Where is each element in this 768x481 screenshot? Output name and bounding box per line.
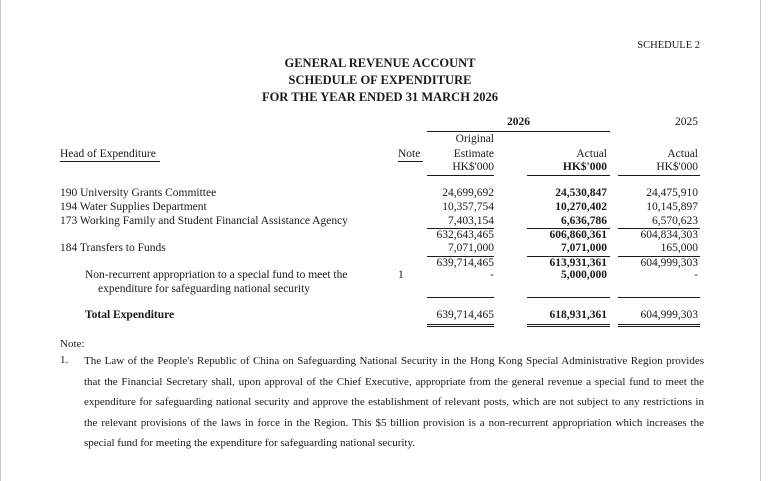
non-recurrent-note: 1 — [398, 269, 404, 281]
non-recurrent-estimate: - — [490, 269, 494, 281]
subtotal2-prior: 604,999,303 — [640, 257, 698, 269]
title-line-3: FOR THE YEAR ENDED 31 MARCH 2026 — [261, 90, 499, 104]
row-label-194: 194 Water Supplies Department — [60, 201, 207, 213]
subtotal1-actual: 606,860,361 — [549, 229, 607, 241]
row-prior-184: 165,000 — [660, 242, 698, 254]
title-line-1: GENERAL REVENUE ACCOUNT — [284, 56, 476, 70]
year-current: 2026 — [507, 116, 530, 128]
total-prior: 604,999,303 — [640, 309, 698, 321]
subtotal2-actual: 613,931,361 — [549, 257, 607, 269]
header-head-of-expenditure: Head of Expenditure — [60, 148, 156, 160]
row-label-190: 190 University Grants Committee — [60, 187, 217, 199]
row-prior-194: 10,145,897 — [646, 201, 698, 213]
header-note-underline — [398, 161, 423, 162]
rule-total-prior — [618, 297, 700, 298]
row-actual-173: 6,636,786 — [561, 215, 607, 227]
rule-estimate-header — [427, 175, 494, 176]
row-estimate-173: 7,403,154 — [448, 215, 494, 227]
row-label-173: 173 Working Family and Student Financial Assistance Agency — [60, 215, 348, 227]
subtotal1-estimate: 632,643,465 — [436, 229, 494, 241]
non-recurrent-label-1: Non-recurrent appropriation to a special fund to meet the — [85, 269, 348, 281]
header-actual-unit: HK$'000 — [562, 161, 607, 173]
row-actual-184: 7,071,000 — [561, 242, 607, 254]
notes-heading: Note: — [60, 338, 85, 350]
header-estimate-unit: HK$'000 — [452, 161, 494, 173]
row-estimate-190: 24,699,692 — [442, 187, 494, 199]
title-line-2: SCHEDULE OF EXPENDITURE — [288, 73, 472, 87]
year-prior: 2025 — [675, 116, 698, 128]
double-rule-estimate — [427, 324, 494, 327]
note-text: The Law of the People's Republic of China on Safeguarding National Security in the Hong Kong Special Administrative Region provides that the Financial Secretary shall, upon approval of the Chief Executive, appropriate from the general revenue a special fund to meet the expenditure for safeguarding national security and approve the establishment of relevant posts, which are not subject to any restrictions in the relevant provisions of the laws in force in the Region. This $5 billion provision is a non-recurrent appropriation which increases the special fund for meeting the expenditure for safeguarding national security. — [84, 355, 704, 449]
schedule-label: SCHEDULE 2 — [637, 40, 700, 51]
header-note: Note — [398, 148, 421, 160]
year-current-rule — [427, 131, 610, 132]
double-rule-actual — [527, 324, 610, 327]
header-prior-unit: HK$'000 — [656, 161, 698, 173]
row-prior-190: 24,475,910 — [646, 187, 698, 199]
row-estimate-194: 10,357,754 — [442, 201, 494, 213]
rule-total-estimate — [427, 297, 494, 298]
row-estimate-184: 7,071,000 — [448, 242, 494, 254]
row-actual-190: 24,530,847 — [555, 187, 607, 199]
header-original: Original — [455, 133, 494, 145]
row-actual-194: 10,270,402 — [555, 201, 607, 213]
subtotal1-prior: 604,834,303 — [640, 229, 698, 241]
row-label-184: 184 Transfers to Funds — [60, 242, 166, 254]
rule-total-actual — [527, 297, 610, 298]
subtotal2-estimate: 639,714,465 — [436, 257, 494, 269]
header-estimate: Estimate — [453, 148, 494, 160]
total-actual: 618,931,361 — [549, 309, 607, 321]
header-prior-actual: Actual — [667, 148, 698, 160]
note-number: 1. — [60, 354, 69, 366]
total-label: Total Expenditure — [85, 309, 175, 321]
total-estimate: 639,714,465 — [436, 309, 494, 321]
rule-prior-header — [618, 175, 700, 176]
non-recurrent-actual: 5,000,000 — [561, 269, 607, 281]
header-head-underline — [60, 161, 160, 162]
non-recurrent-label-2: expenditure for safeguarding national security — [98, 283, 311, 295]
rule-actual-header — [527, 175, 610, 176]
double-rule-prior — [618, 324, 700, 327]
row-prior-173: 6,570,623 — [652, 215, 698, 227]
page-edge-right — [760, 0, 761, 481]
header-actual: Actual — [576, 148, 607, 160]
non-recurrent-prior: - — [694, 269, 698, 281]
